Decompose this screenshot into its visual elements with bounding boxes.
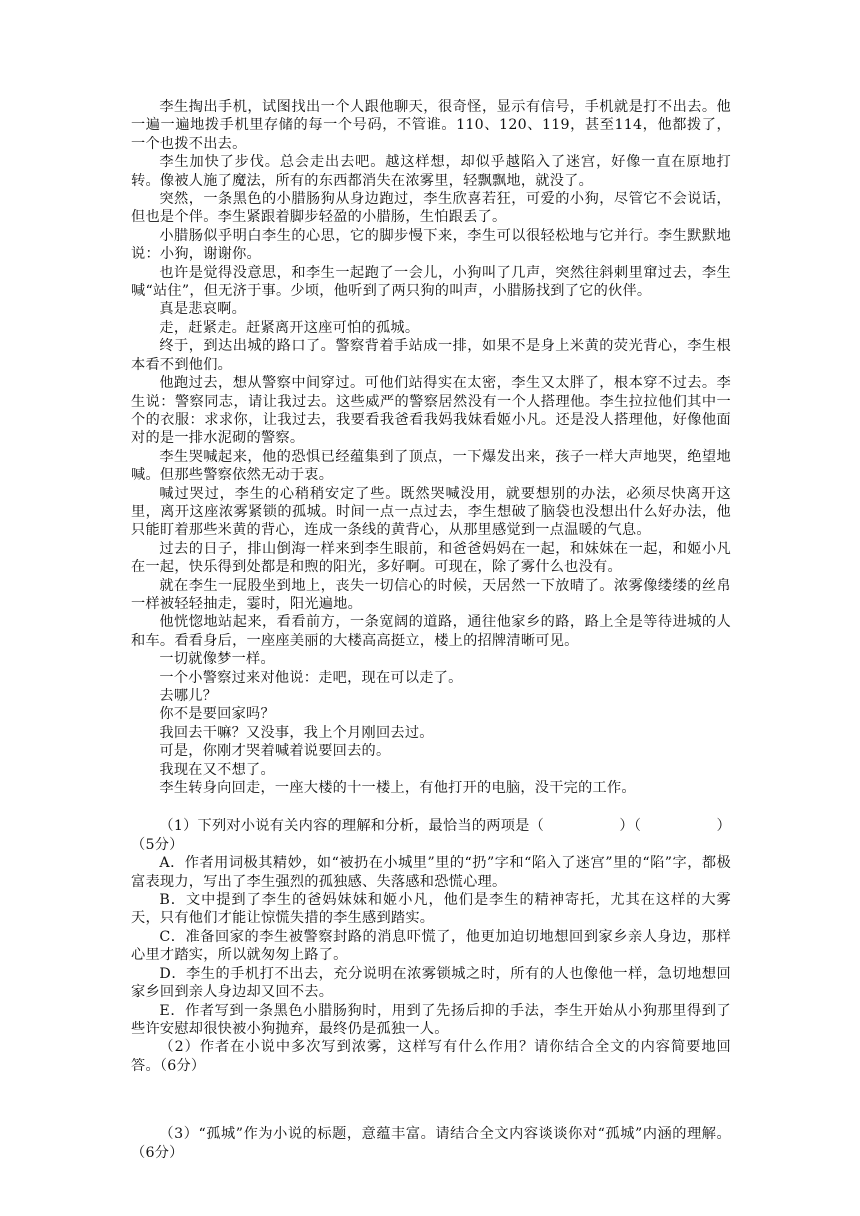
option-b: B．文中提到了李生的爸妈妹妹和姬小凡，他们是李生的精神寄托，尤其在这样的大雾天，只有他们才能让惊慌失措的李生感到踏实。 xyxy=(131,892,731,927)
story-paragraph: 也许是觉得没意思，和李生一起跑了一会儿，小狗叫了几声，突然往斜刺里窜过去，李生喊“站住”，但无济于事。少顷，他听到了两只狗的叫声，小腊肠找到了它的伙伴。 xyxy=(131,264,731,300)
story-paragraph: 李生掏出手机，试图找出一个人跟他聊天，很奇怪，显示有信号，手机就是打不出去。他一遍一遍地拨手机里存储的每一个号码，不管谁。110、120、119，甚至114，他都拨了，一个也拨不出去。 xyxy=(131,99,731,152)
option-e: E．作者写到一条黑色小腊肠狗时，用到了先扬后抑的手法，李生开始从小狗那里得到了些许安慰却很快被小狗抛弃，最终仍是孤独一人。 xyxy=(131,1002,731,1037)
story-paragraph: 突然，一条黑色的小腊肠狗从身边跑过，李生欣喜若狂，可爱的小狗，尽管它不会说话，但也是个伴。李生紧跟着脚步轻盈的小腊肠，生怕跟丢了。 xyxy=(131,191,731,226)
option-c: C．准备回家的李生被警察封路的消息吓慌了，他更加迫切地想回到家乡亲人身边，那样心里才踏实，所以就匆匆上路了。 xyxy=(131,928,731,964)
story-paragraph: 就在李生一屁股坐到地上，丧失一切信心的时候，天居然一下放晴了。浓雾像缕缕的丝帛一样被轻轻抽走，霎时，阳光遍地。 xyxy=(131,577,731,612)
answer-space-2[interactable] xyxy=(131,1075,731,1125)
story-paragraph: 走，赶紧走。赶紧离开这座可怕的孤城。 xyxy=(159,319,420,336)
story-paragraph: 一切就像梦一样。 xyxy=(159,651,275,668)
story-paragraph: 他恍惚地站起来，看看前方，一条宽阔的道路，通往他家乡的路，路上全是等待进城的人和车。看看身后，一座座美丽的大楼高高挺立，楼上的招牌清晰可见。 xyxy=(131,614,731,649)
question-1-mid: ）（ xyxy=(619,818,642,835)
dialogue-line: 我回去干嘛？又没事，我上个月刚回去过。 xyxy=(159,724,434,741)
dialogue-line: 可是，你刚才哭着喊着说要回去的。 xyxy=(159,743,391,760)
story-paragraph: 小腊肠似乎明白李生的心思，它的脚步慢下来，李生可以很轻松地与它并行。李生默默地说：小狗，谢谢你。 xyxy=(131,227,731,263)
question-1-score: （5分） xyxy=(131,836,184,853)
exam-page xyxy=(131,98,731,1162)
dialogue-line: 我现在又不想了。 xyxy=(159,761,275,778)
answer-blank-2[interactable] xyxy=(643,817,715,835)
question-1-text: （1）下列对小说有关内容的理解和分析，最恰当的两项是（ xyxy=(159,818,545,835)
question-2: （2）作者在小说中多次写到浓雾，这样写有什么作用？请你结合全文的内容简要地回答。（6分） xyxy=(131,1039,731,1074)
answer-blank-1[interactable] xyxy=(546,817,618,835)
story-paragraph: 他跑过去，想从警察中间穿过。可他们站得实在太密，李生又太胖了，根本穿不过去。李生说：警察同志，请让我过去。这些威严的警察居然没有一个人搭理他。李生拉拉他们其中一个的衣服：求求你，让我过去，我要看我爸看我妈我妹看姬小凡。还是没人搭理他，好像他面对的是一排水泥砌的警察。 xyxy=(131,375,731,447)
question-1 xyxy=(131,817,731,1038)
dialogue-line: 去哪儿？ xyxy=(159,688,218,704)
question-1-stem xyxy=(131,817,731,835)
question-1-end: ） xyxy=(716,818,731,835)
story-paragraph: 喊过哭过，李生的心稍稍安定了些。既然哭喊没用，就要想别的办法，必须尽快离开这里，离开这座浓雾紧锁的孤城。时间一点一点过去，李生想破了脑袋也没想出什么好办法，他只能盯着那些米黄的背心，连成一条线的黄背心，从那里感觉到一点温暖的气息。 xyxy=(131,485,731,539)
story-paragraph: 一个小警察过来对他说：走吧，现在可以走了。 xyxy=(159,669,463,686)
story-paragraph: 李生加快了步伐。总会走出去吧。越这样想，却似乎越陷入了迷宫，好像一直在原地打转。像被人施了魔法，所有的东西都消失在浓雾里，轻飘飘地，就没了。 xyxy=(131,154,731,189)
story-paragraph: 李生哭喊起来，他的恐惧已经蕴集到了顶点，一下爆发出来，孩子一样大声地哭，绝望地喊。但那些警察依然无动于衷。 xyxy=(131,448,731,484)
question-3: （3）“孤城”作为小说的标题，意蕴丰富。请结合全文内容谈谈你对“孤城”内涵的理解。（6分） xyxy=(131,1126,731,1161)
story-ending: 李生转身向回走，一座大楼的十一楼上，有他打开的电脑，没干完的工作。 xyxy=(159,780,636,797)
story-paragraph: 过去的日子，排山倒海一样来到李生眼前，和爸爸妈妈在一起，和妹妹在一起，和姬小凡在一起，快乐得到处都是和煦的阳光，多好啊。可现在，除了雾什么也没有。 xyxy=(131,540,731,576)
story-paragraph: 终于，到达出城的路口了。警察背着手站成一排，如果不是身上米黄的荧光背心，李生根本看不到他们。 xyxy=(131,338,731,373)
story-paragraph: 真是悲哀啊。 xyxy=(159,301,247,318)
option-a: A．作者用词极其精妙，如“被扔在小城里”里的“扔”字和“陷入了迷宫”里的“陷”字，都极富表现力，写出了李生强烈的孤独感、失落感和恐慌心理。 xyxy=(131,855,731,890)
option-d: D．李生的手机打不出去，充分说明在浓雾锁城之时，所有的人也像他一样，急切地想回家乡回到亲人身边却又回不去。 xyxy=(131,965,731,1001)
dialogue-line: 你不是要回家吗？ xyxy=(159,706,275,723)
